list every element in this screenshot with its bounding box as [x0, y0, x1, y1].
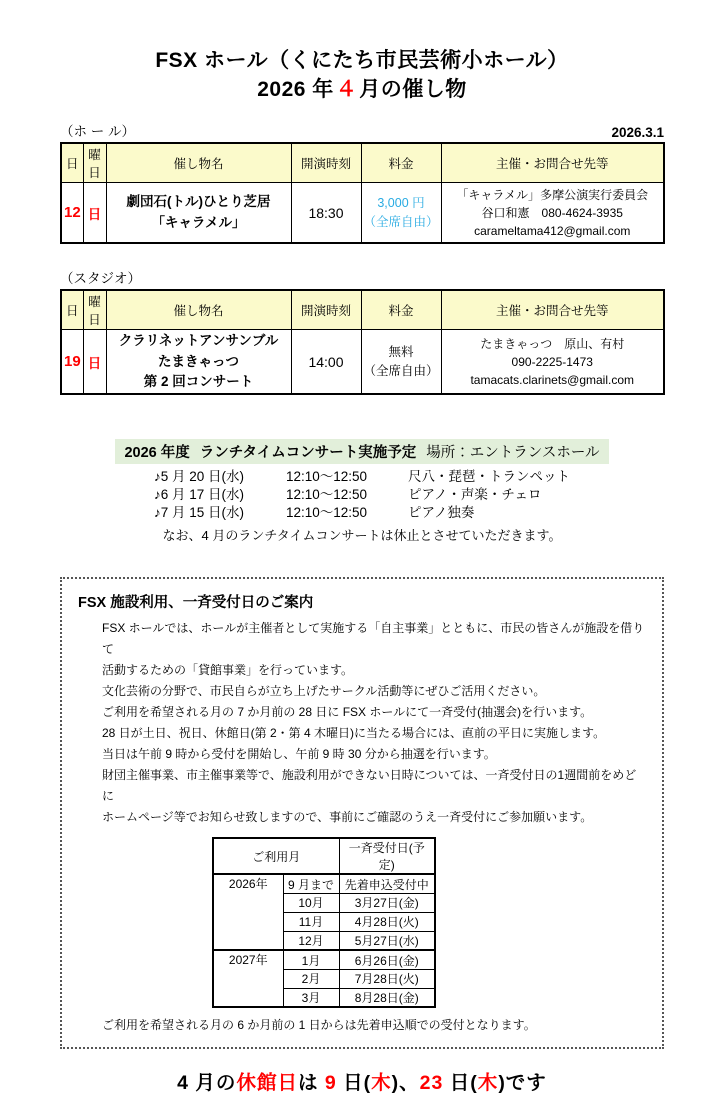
music-note-icon: ♪ — [154, 505, 161, 521]
schedule-header-date: 一斉受付日(予定) — [339, 838, 435, 874]
schedule-date: 4月28日(火) — [339, 912, 435, 931]
col-header-fee: 料金 — [361, 143, 441, 183]
schedule-month: 9 月まで — [283, 874, 339, 893]
page-title-line2: 2026 年４月の催し物 — [257, 78, 467, 102]
event-name: 劇団石(トル)ひとり芝居 「キャラメル」 — [106, 182, 291, 243]
page-title-line1: FSX ホール（くにたち市民芸術小ホール） — [155, 49, 569, 72]
lunch-concert-list — [154, 468, 570, 522]
info-box-footer: ご利用を希望される月の 6 か月前の 1 日からは先着申込順での受付となります。 — [102, 1018, 536, 1033]
col-header-weekday: 曜日 — [83, 143, 106, 183]
event-contact: たまきゃっつ 原山、有村 090-2225-1473 tamacats.clarinets@gmail.com — [441, 330, 664, 394]
lunch-concert-item: ♪6 月 17 日(水) 12:10～12:50 ピアノ・声楽・チェロ — [154, 487, 542, 503]
studio-events-table — [60, 289, 665, 395]
hall-section-head — [60, 120, 664, 140]
schedule-date: 8月28日(金) — [339, 988, 435, 1007]
schedule-month: 10月 — [283, 893, 339, 912]
schedule-row — [213, 950, 435, 969]
studio-event-row — [61, 330, 664, 394]
event-time: 18:30 — [291, 182, 361, 243]
info-box-title: FSX 施設利用、一斉受付日のご案内 — [78, 595, 314, 612]
hall-events-table — [60, 142, 665, 245]
col-header-time: 開演時刻 — [291, 143, 361, 183]
facility-info-box — [60, 577, 664, 1049]
schedule-date: 5月27日(水) — [339, 931, 435, 950]
page-title — [60, 46, 664, 105]
schedule-date: 7月28日(火) — [339, 969, 435, 988]
schedule-year: 2027年 — [213, 950, 283, 1007]
info-box-paragraph: FSX ホールでは、ホールが主催者として実施する「自主事業」とともに、市民の皆さんが施設を借りて 活動するための「貸館事業」を行っています。 文化芸術の分野で、市民自らが立ち上げたサークル活動等にぜひご活用ください。 ご利用を希望される月の 7 か月前の 28 日に FSX ホールにて一斉受付(抽選会)を行います。 28 日が土日、祝日、休館日(第 2・第 4 木曜日)に当たる場合には、直前の平日に実施します。 当日は午前 9 時から受付を開始し、午前 9 時 30 分から抽選を行います。 財団主催事業、市主催事業等で、施設利用ができない日時については、一斉受付日の1週間前をめどに ホームページ等でお知らせ致しますので、事前にご確認のうえ一斉受付にご参加願います。 — [102, 621, 645, 825]
schedule-month: 3月 — [283, 988, 339, 1007]
lunch-concert-note: なお、4 月のランチタイムコンサートは休止とさせていただきます。 — [162, 528, 562, 544]
schedule-month: 2月 — [283, 969, 339, 988]
music-note-icon: ♪ — [154, 469, 161, 485]
col-header-day: 日 — [61, 290, 83, 330]
lunch-concert-item: ♪5 月 20 日(水) 12:10～12:50 尺八・琵琶・トランペット — [154, 469, 570, 485]
lunch-concert-item: ♪7 月 15 日(水) 12:10～12:50 ピアノ独奏 — [154, 505, 475, 521]
event-day: 19 — [61, 330, 83, 394]
event-contact: 「キャラメル」多摩公演実行委員会 谷口和憲 080-4624-3935 carameltama412@gmail.com — [441, 182, 664, 243]
studio-section-label: （スタジオ） — [60, 271, 141, 287]
hall-event-row — [61, 182, 664, 243]
event-weekday: 日 — [83, 182, 106, 243]
schedule-month: 11月 — [283, 912, 339, 931]
schedule-date: 6月26日(金) — [339, 950, 435, 969]
col-header-event: 催し物名 — [106, 290, 291, 330]
event-fee: 無料 （全席自由） — [361, 330, 441, 394]
publish-date: 2026.3.1 — [611, 124, 664, 140]
schedule-header-row — [213, 838, 435, 874]
hall-table-header-row — [61, 143, 664, 183]
schedule-header-month: ご利用月 — [213, 838, 339, 874]
reception-schedule-table — [212, 837, 436, 1008]
event-time: 14:00 — [291, 330, 361, 394]
lunch-concert-section — [60, 439, 664, 544]
reception-schedule-wrap — [212, 837, 646, 1008]
studio-section-head — [60, 267, 664, 287]
event-fee: 3,000 円 （全席自由） — [361, 182, 441, 243]
col-header-fee: 料金 — [361, 290, 441, 330]
schedule-row — [213, 874, 435, 893]
schedule-month: 1月 — [283, 950, 339, 969]
title-month-red: ４ — [335, 78, 358, 102]
col-header-contact: 主催・お問合せ先等 — [441, 143, 664, 183]
schedule-year: 2026年 — [213, 874, 283, 950]
hall-section-label: （ホ ー ル） — [60, 123, 136, 139]
studio-table-header-row — [61, 290, 664, 330]
lunch-concert-heading: 2026 年度 ランチタイムコンサート実施予定 場所：エントランスホール — [115, 439, 608, 464]
schedule-date: 先着申込受付中 — [339, 874, 435, 893]
schedule-date: 3月27日(金) — [339, 893, 435, 912]
col-header-time: 開演時刻 — [291, 290, 361, 330]
schedule-month: 12月 — [283, 931, 339, 950]
col-header-day: 日 — [61, 143, 83, 183]
col-header-contact: 主催・お問合せ先等 — [441, 290, 664, 330]
music-note-icon: ♪ — [154, 487, 161, 503]
event-name: クラリネットアンサンブル たまきゃっつ 第 2 回コンサート — [106, 330, 291, 394]
event-weekday: 日 — [83, 330, 106, 394]
col-header-event: 催し物名 — [106, 143, 291, 183]
closed-days-notice: 4 月の休館日は 9 日(木)、23 日(木)です — [177, 1072, 547, 1095]
event-day: 12 — [61, 182, 83, 243]
col-header-weekday: 曜日 — [83, 290, 106, 330]
